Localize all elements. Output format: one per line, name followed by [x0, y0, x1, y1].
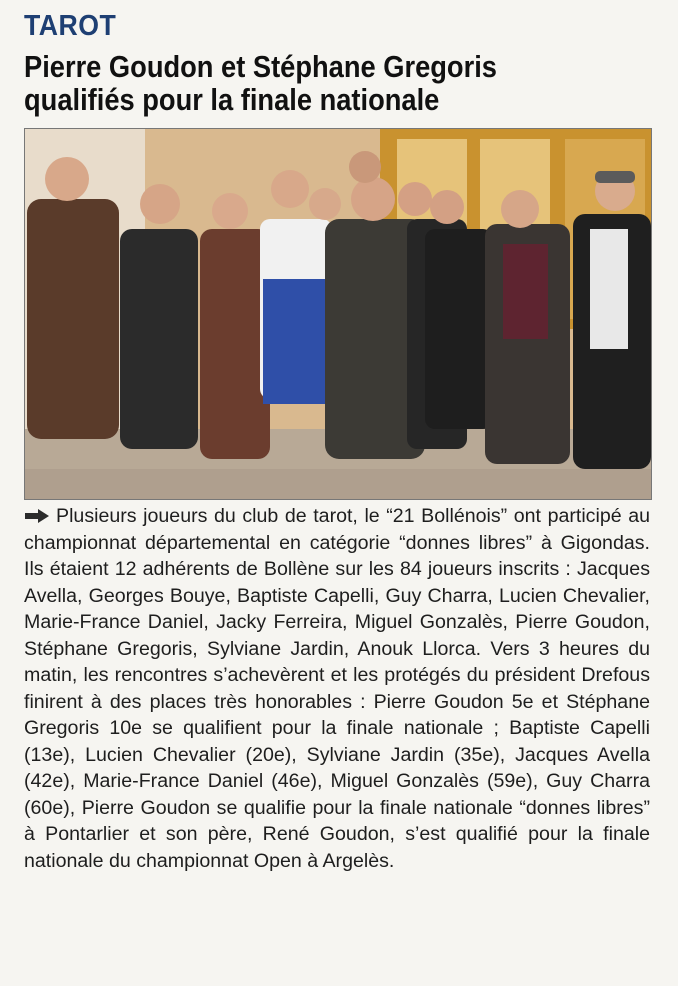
article-headline	[24, 50, 587, 116]
article-body	[24, 503, 650, 874]
group-photo-illustration	[25, 129, 651, 499]
headline-line-2: qualifiés pour la finale nationale	[24, 82, 440, 117]
section-rubric: TAROT	[24, 10, 117, 42]
headline-line-1: Pierre Goudon et Stéphane Gregoris	[24, 49, 497, 84]
group-photo	[24, 128, 652, 500]
article-text: Plusieurs joueurs du club de tarot, le “21 Bollénois” ont participé au championnat départemental en catégorie “donnes libres” à Gigondas. Ils étaient 12 adhérents de Bollène sur les 84 joueurs inscrits : Jacques Avella, Georges Bouye, Baptiste Capelli, Guy Charra, Lucien Chevalier, Marie-France Daniel, Jacky Ferreira, Miguel Gonzalès, Pierre Goudon, Stéphane Gregoris, Sylviane Jardin, Anouk Llorca. Vers 3 heures du matin, les rencontres s’achevèrent et les protégés du président Drefous finirent à des places très honorables : Pierre Goudon 5e et Stéphane Gregoris 10e se qualifient pour la finale nationale ; Baptiste Capelli (13e), Lucien Chevalier (20e), Sylviane Jardin (35e), Jacques Avella (42e), Marie-France Daniel (46e), Miguel Gonzalès (59e), Guy Charra (60e), Pierre Goudon se qualifie pour la finale nationale “donnes libres” à Pontarlier et son père, René Goudon, s’est qualifié pour la finale nationale du championnat Open à Argelès.	[24, 505, 650, 872]
arrow-right-icon	[24, 503, 50, 530]
